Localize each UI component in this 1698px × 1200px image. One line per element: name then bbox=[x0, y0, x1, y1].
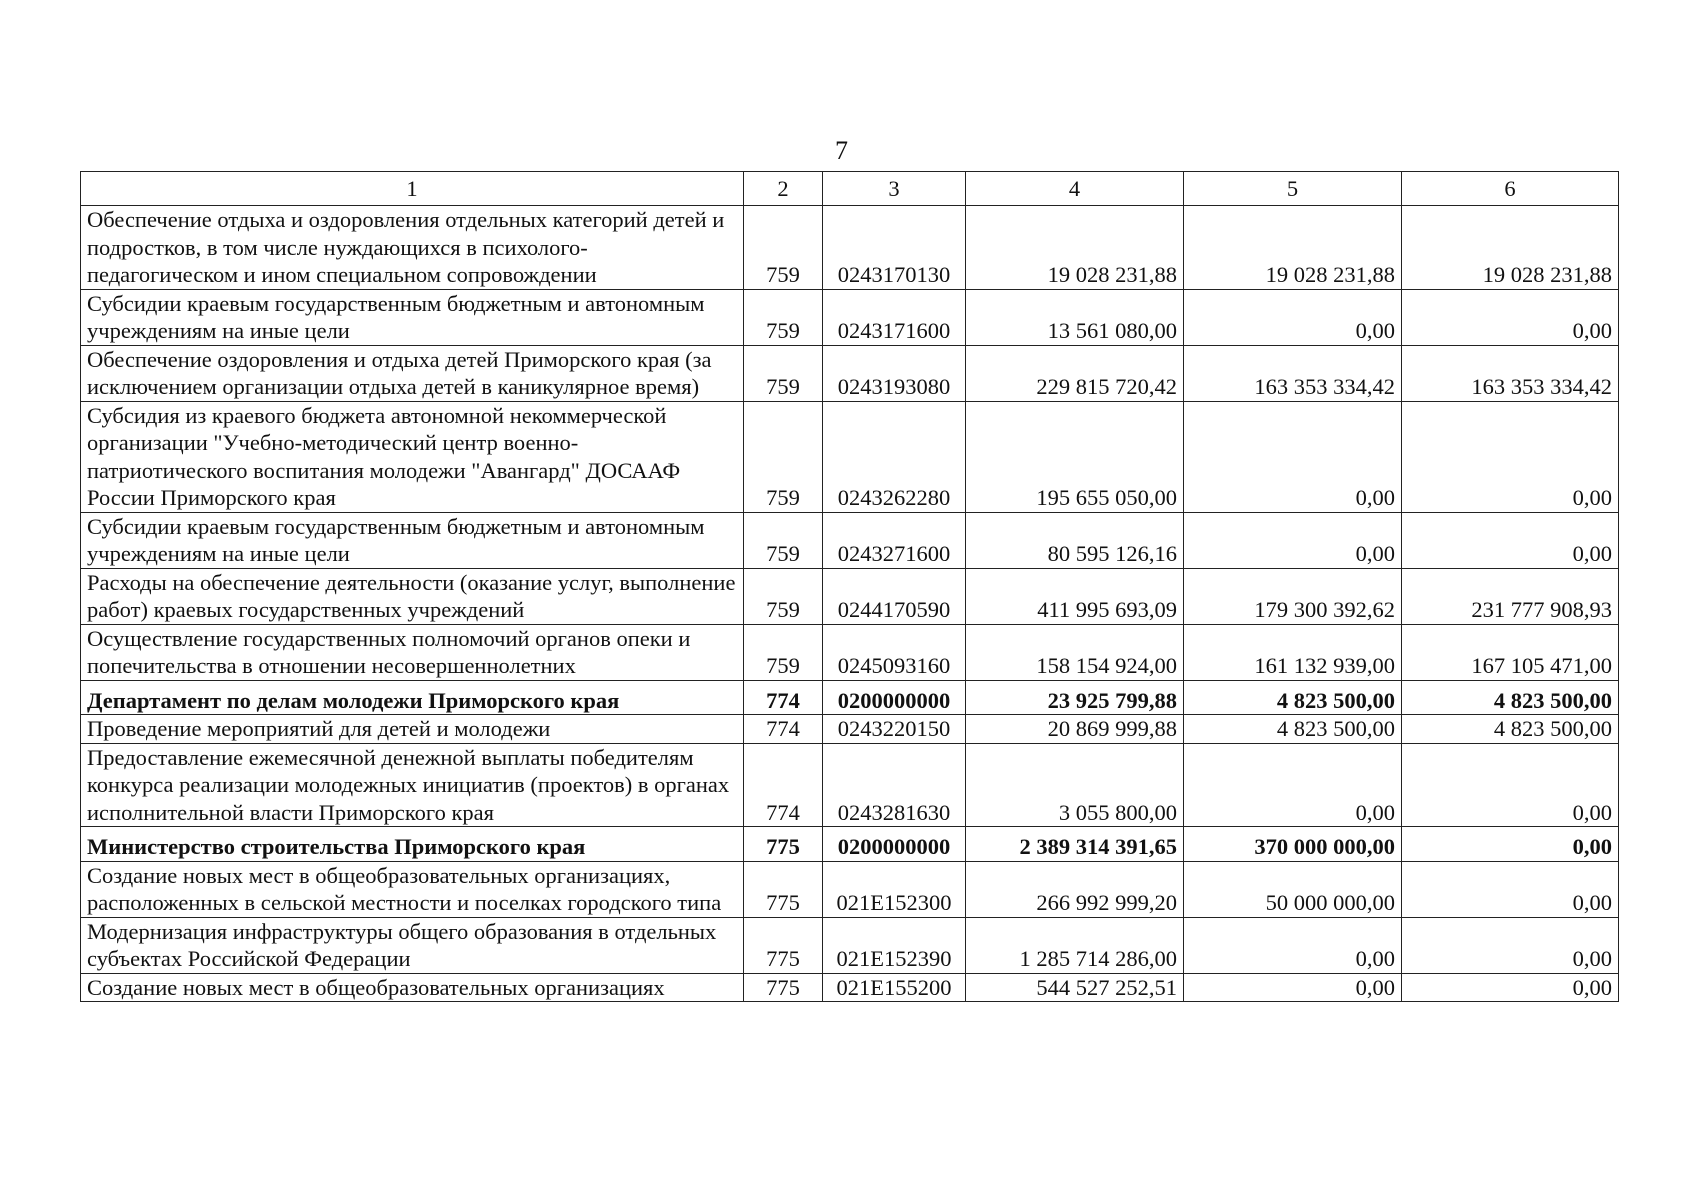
row-amount-col4: 13 561 080,00 bbox=[966, 289, 1184, 345]
row-name: Субсидии краевым государственным бюджетным и автономным учреждениям на иные цели bbox=[81, 289, 744, 345]
row-amount-col6: 0,00 bbox=[1402, 973, 1619, 1002]
table-row bbox=[81, 861, 1619, 917]
row-amount-col5: 370 000 000,00 bbox=[1184, 827, 1402, 862]
table-row bbox=[81, 743, 1619, 827]
row-target-code: 0243220150 bbox=[823, 715, 966, 744]
row-amount-col6: 0,00 bbox=[1402, 827, 1619, 862]
row-name: Министерство строительства Приморского края bbox=[81, 827, 744, 862]
row-amount-col4: 544 527 252,51 bbox=[966, 973, 1184, 1002]
table-row bbox=[81, 568, 1619, 624]
row-amount-col4: 195 655 050,00 bbox=[966, 401, 1184, 512]
row-amount-col6: 231 777 908,93 bbox=[1402, 568, 1619, 624]
row-amount-col5: 50 000 000,00 bbox=[1184, 861, 1402, 917]
row-amount-col5: 0,00 bbox=[1184, 512, 1402, 568]
row-name: Создание новых мест в общеобразовательных организациях, расположенных в сельской местности и поселках городского типа bbox=[81, 861, 744, 917]
table-row bbox=[81, 206, 1619, 290]
row-amount-col6: 4 823 500,00 bbox=[1402, 680, 1619, 715]
row-amount-col5: 179 300 392,62 bbox=[1184, 568, 1402, 624]
row-target-code: 0200000000 bbox=[823, 827, 966, 862]
row-amount-col4: 80 595 126,16 bbox=[966, 512, 1184, 568]
row-amount-col4: 20 869 999,88 bbox=[966, 715, 1184, 744]
row-name: Департамент по делам молодежи Приморского края bbox=[81, 680, 744, 715]
table-row bbox=[81, 624, 1619, 680]
row-name: Модернизация инфраструктуры общего образования в отдельных субъектах Российской Федерации bbox=[81, 917, 744, 973]
row-amount-col6: 4 823 500,00 bbox=[1402, 715, 1619, 744]
row-target-code: 0243193080 bbox=[823, 345, 966, 401]
table-header-row bbox=[81, 172, 1619, 206]
row-name: Обеспечение оздоровления и отдыха детей Приморского края (за исключением организации отдыха детей в каникулярное время) bbox=[81, 345, 744, 401]
row-admin-code: 759 bbox=[744, 345, 823, 401]
table-row bbox=[81, 345, 1619, 401]
row-amount-col5: 0,00 bbox=[1184, 917, 1402, 973]
row-target-code: 0243170130 bbox=[823, 206, 966, 290]
table-row-section bbox=[81, 680, 1619, 715]
row-admin-code: 775 bbox=[744, 973, 823, 1002]
header-col-3: 3 bbox=[823, 172, 966, 206]
row-amount-col6: 0,00 bbox=[1402, 512, 1619, 568]
row-target-code: 021Е152300 bbox=[823, 861, 966, 917]
row-admin-code: 759 bbox=[744, 568, 823, 624]
row-amount-col4: 2 389 314 391,65 bbox=[966, 827, 1184, 862]
row-admin-code: 774 bbox=[744, 743, 823, 827]
row-name: Субсидии краевым государственным бюджетным и автономным учреждениям на иные цели bbox=[81, 512, 744, 568]
row-name: Проведение мероприятий для детей и молодежи bbox=[81, 715, 744, 744]
row-name: Субсидия из краевого бюджета автономной некоммерческой организации "Учебно-методический центр военно-патриотического воспитания молодежи "Авангард" ДОСААФ России Приморского края bbox=[81, 401, 744, 512]
row-amount-col6: 163 353 334,42 bbox=[1402, 345, 1619, 401]
row-amount-col5: 4 823 500,00 bbox=[1184, 715, 1402, 744]
row-admin-code: 759 bbox=[744, 289, 823, 345]
row-amount-col4: 23 925 799,88 bbox=[966, 680, 1184, 715]
table-row bbox=[81, 973, 1619, 1002]
header-col-1: 1 bbox=[81, 172, 744, 206]
row-name: Осуществление государственных полномочий органов опеки и попечительства в отношении несовершеннолетних bbox=[81, 624, 744, 680]
table-row bbox=[81, 715, 1619, 744]
row-target-code: 021Е152390 bbox=[823, 917, 966, 973]
row-amount-col6: 167 105 471,00 bbox=[1402, 624, 1619, 680]
budget-table bbox=[80, 171, 1619, 1002]
row-amount-col6: 19 028 231,88 bbox=[1402, 206, 1619, 290]
row-admin-code: 774 bbox=[744, 715, 823, 744]
row-target-code: 0243262280 bbox=[823, 401, 966, 512]
row-name: Расходы на обеспечение деятельности (оказание услуг, выполнение работ) краевых государственных учреждений bbox=[81, 568, 744, 624]
row-admin-code: 775 bbox=[744, 827, 823, 862]
table-row bbox=[81, 289, 1619, 345]
row-amount-col4: 158 154 924,00 bbox=[966, 624, 1184, 680]
row-name: Обеспечение отдыха и оздоровления отдельных категорий детей и подростков, в том числе нуждающихся в психолого-педагогическом и ином специальном сопровождении bbox=[81, 206, 744, 290]
header-col-4: 4 bbox=[966, 172, 1184, 206]
row-amount-col4: 266 992 999,20 bbox=[966, 861, 1184, 917]
row-amount-col5: 0,00 bbox=[1184, 743, 1402, 827]
table-row bbox=[81, 512, 1619, 568]
row-admin-code: 775 bbox=[744, 861, 823, 917]
row-target-code: 0243281630 bbox=[823, 743, 966, 827]
table-row bbox=[81, 401, 1619, 512]
row-amount-col6: 0,00 bbox=[1402, 743, 1619, 827]
row-admin-code: 775 bbox=[744, 917, 823, 973]
row-amount-col5: 163 353 334,42 bbox=[1184, 345, 1402, 401]
row-amount-col4: 19 028 231,88 bbox=[966, 206, 1184, 290]
header-col-5: 5 bbox=[1184, 172, 1402, 206]
page-number-text: 7 bbox=[835, 136, 848, 165]
row-target-code: 021Е155200 bbox=[823, 973, 966, 1002]
header-col-2: 2 bbox=[744, 172, 823, 206]
row-amount-col4: 411 995 693,09 bbox=[966, 568, 1184, 624]
row-amount-col5: 161 132 939,00 bbox=[1184, 624, 1402, 680]
header-col-6: 6 bbox=[1402, 172, 1619, 206]
table-row bbox=[81, 917, 1619, 973]
row-amount-col6: 0,00 bbox=[1402, 861, 1619, 917]
row-name: Создание новых мест в общеобразовательных организациях bbox=[81, 973, 744, 1002]
row-admin-code: 774 bbox=[744, 680, 823, 715]
row-amount-col6: 0,00 bbox=[1402, 401, 1619, 512]
row-target-code: 0245093160 bbox=[823, 624, 966, 680]
row-amount-col5: 19 028 231,88 bbox=[1184, 206, 1402, 290]
row-name: Предоставление ежемесячной денежной выплаты победителям конкурса реализации молодежных инициатив (проектов) в органах исполнительной власти Приморского края bbox=[81, 743, 744, 827]
table-row-section bbox=[81, 827, 1619, 862]
row-target-code: 0243271600 bbox=[823, 512, 966, 568]
row-amount-col5: 4 823 500,00 bbox=[1184, 680, 1402, 715]
row-amount-col5: 0,00 bbox=[1184, 289, 1402, 345]
row-amount-col4: 1 285 714 286,00 bbox=[966, 917, 1184, 973]
row-target-code: 0200000000 bbox=[823, 680, 966, 715]
row-admin-code: 759 bbox=[744, 206, 823, 290]
row-amount-col5: 0,00 bbox=[1184, 973, 1402, 1002]
row-amount-col4: 3 055 800,00 bbox=[966, 743, 1184, 827]
row-admin-code: 759 bbox=[744, 401, 823, 512]
row-amount-col6: 0,00 bbox=[1402, 289, 1619, 345]
row-target-code: 0243171600 bbox=[823, 289, 966, 345]
row-admin-code: 759 bbox=[744, 512, 823, 568]
row-amount-col5: 0,00 bbox=[1184, 401, 1402, 512]
row-amount-col4: 229 815 720,42 bbox=[966, 345, 1184, 401]
page-number bbox=[0, 136, 1698, 166]
row-amount-col6: 0,00 bbox=[1402, 917, 1619, 973]
row-target-code: 0244170590 bbox=[823, 568, 966, 624]
row-admin-code: 759 bbox=[744, 624, 823, 680]
